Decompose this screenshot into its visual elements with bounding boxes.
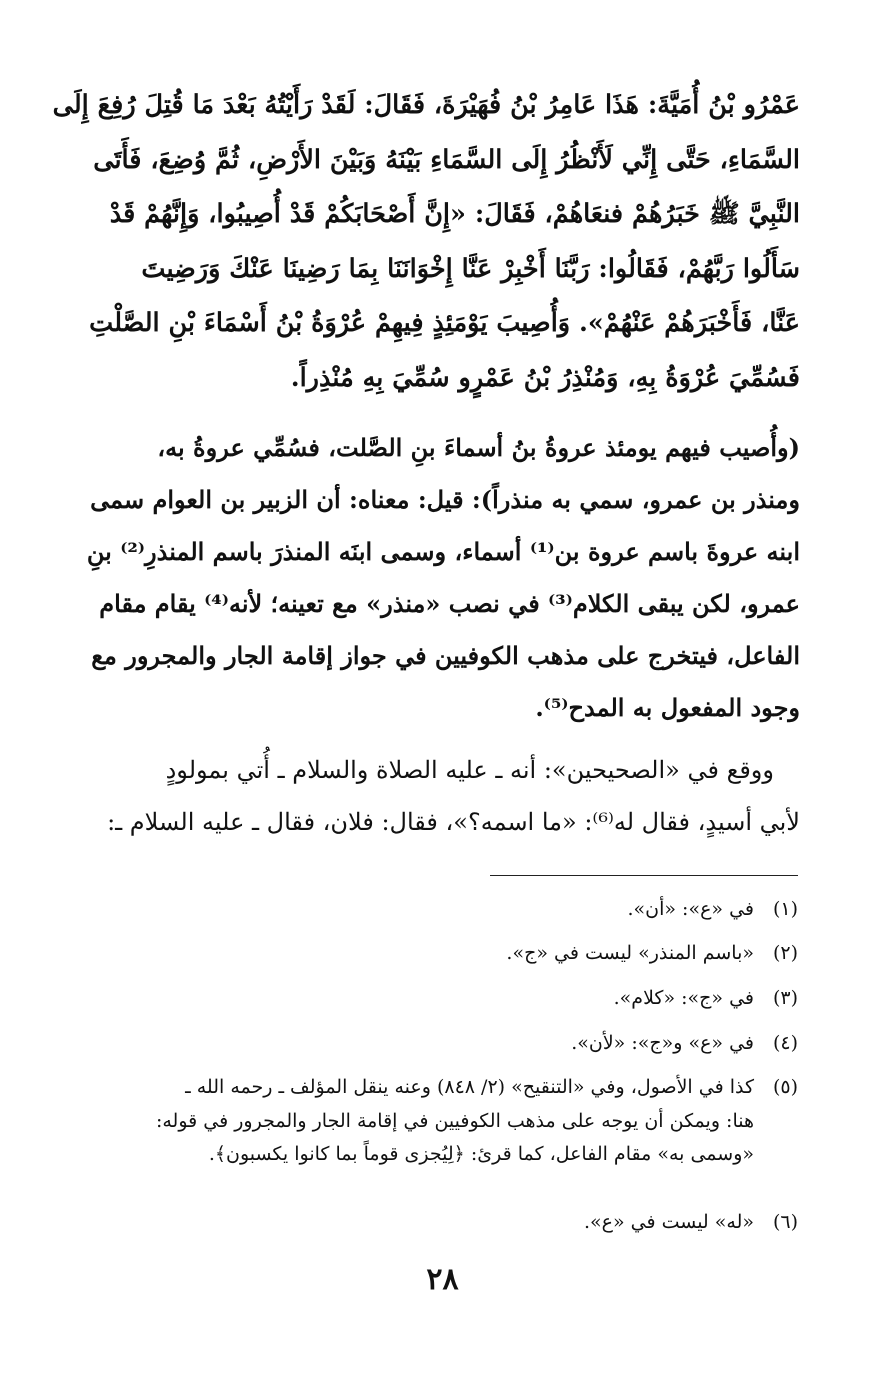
footnote-4 (80, 1032, 798, 1054)
hadith-line: عَنَّا، فَأَخْبَرَهُمْ عَنْهُمْ». وَأُصِيبَ يَوْمَئِذٍ فِيهِمْ عُرْوَةُ بْنُ أَسْمَاءَ بْنِ الصَّلْتِ (89, 308, 800, 338)
commentary-line: ابنه عروةَ باسم عروة بن⁽¹⁾ أسماء، وسمى ابنَه المنذرَ باسم المنذرِ⁽²⁾ بنِ (86, 537, 800, 566)
footnote-3 (80, 987, 798, 1009)
footnote-number: (٣) (772, 987, 798, 1009)
footnote-5 (80, 1076, 798, 1165)
footnote-number: (٤) (772, 1032, 798, 1054)
commentary-line: (وأُصيب فيهم يومئذ عروةُ بنُ أسماءَ بنِ الصَّلت، فسُمِّي عروةُ به، (157, 433, 800, 462)
footnote-text: كذا في الأصول، وفي «التنقيح» (٢/ ٨٤٨) وعنه ينقل المؤلف ـ رحمه الله ـ (185, 1076, 754, 1098)
commentary-line: الفاعل، فيتخرج على مذهب الكوفيين في جواز إقامة الجار والمجرور مع (91, 641, 800, 670)
hadith-line: السَّمَاءِ، حَتَّى إِنِّي لَأَنْظُرُ إِلَى السَّمَاءِ بَيْنَهُ وَبَيْنَ الأَرْضِ، ثُمَّ وُضِعَ، فَأَتَى (93, 144, 800, 175)
footnote-continuation: هنا: ويمكن أن يوجه على مذهب الكوفيين في إقامة الجار والمجرور في قوله: (155, 1110, 754, 1132)
footnote-number: (٥) (772, 1076, 798, 1098)
footnote-number: (١) (772, 898, 798, 920)
footnote-6 (80, 1211, 798, 1233)
commentary-paragraph-2 (92, 744, 800, 848)
footnote-text: في «ج»: «كلام». (613, 987, 754, 1009)
footnote-text: في «ع» و«ج»: «لأن». (571, 1032, 754, 1054)
hadith-text (52, 78, 800, 405)
commentary-line: عمرو، لكن يبقى الكلام⁽³⁾ في نصب «منذر» مع تعينه؛ لأنه⁽⁴⁾ يقام مقام (99, 589, 800, 618)
footnote-text: «له» ليست في «ع». (583, 1211, 754, 1233)
commentary-line: لأبي أسيدٍ، فقال له⁽⁶⁾: «ما اسمه؟»، فقال: فلان، فقال ـ عليه السلام ـ: (107, 808, 800, 836)
footnote-2 (80, 942, 798, 964)
footnote-separator (490, 875, 798, 876)
commentary-paragraph-1 (86, 422, 800, 734)
footnote-continuation: «وسمى به» مقام الفاعل، كما قرئ: ﴿لِيُجزى قوماً بما كانوا يكسبون﴾. (208, 1143, 754, 1165)
hadith-line: النَّبِيَّ ﷺ خَبَرُهُمْ فنعَاهُمْ، فَقَالَ: «إِنَّ أَصْحَابَكُمْ قَدْ أُصِيبُوا، وَإِنَّهُمْ قَدْ (109, 199, 800, 229)
footnote-text: في «ع»: «أن». (627, 898, 754, 920)
footnote-text: «باسم المنذر» ليست في «ج». (506, 942, 754, 964)
footnote-number: (٦) (772, 1211, 798, 1233)
hadith-line: عَمْرُو بْنُ أُمَيَّةَ: هَذَا عَامِرُ بْنُ فُهَيْرَةَ، فَقَالَ: لَقَدْ رَأَيْتُهُ بَعْدَ مَا قُتِلَ رُفِعَ إِلَى (52, 90, 800, 120)
page-number: ٢٨ (426, 1262, 459, 1297)
hadith-line: سَأَلُوا رَبَّهُمْ، فَقَالُوا: رَبَّنَا أَخْبِرْ عَنَّا إِخْوَانَنَا بِمَا رَضِينَا عَنْكَ وَرَضِيتَ (141, 253, 800, 284)
commentary-line: ووقع في «الصحيحين»: أنه ـ عليه الصلاة والسلام ـ أُتي بمولودٍ (165, 756, 774, 784)
commentary-line: وجود المفعول به المدح⁽⁵⁾. (535, 693, 800, 722)
hadith-line: فَسُمِّيَ عُرْوَةُ بِهِ، وَمُنْذِرُ بْنُ عَمْرٍو سُمِّيَ بِهِ مُنْذِراً. (290, 362, 800, 393)
footnote-1 (80, 898, 798, 920)
commentary-line: ومنذر بن عمرو، سمي به منذراً): قيل: معناه: أن الزبير بن العوام سمى (90, 485, 800, 514)
footnote-number: (٢) (772, 942, 798, 964)
